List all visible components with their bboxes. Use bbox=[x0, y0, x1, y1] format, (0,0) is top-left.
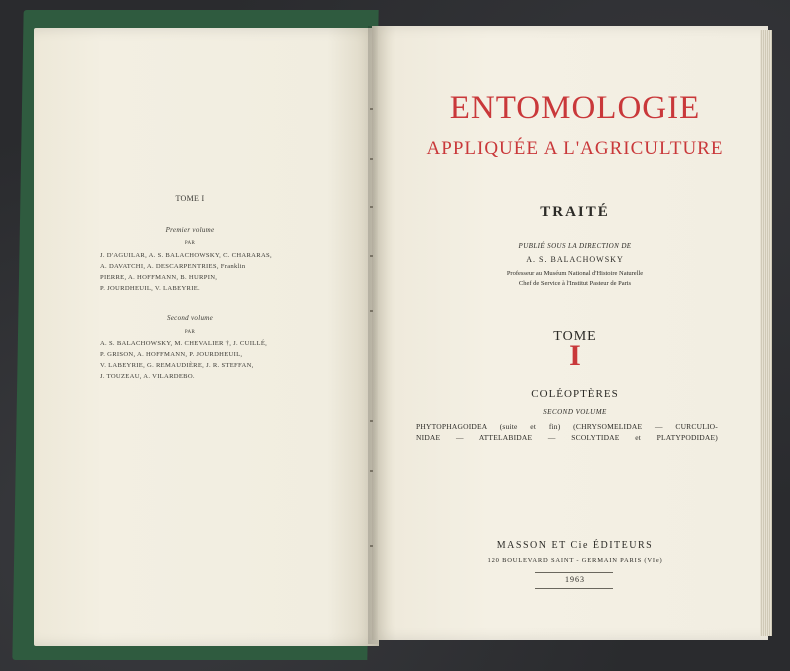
binding-stitch bbox=[370, 470, 373, 472]
author-line: V. LABEYRIE, G. REMAUDIÈRE, J. R. STEFFAN, bbox=[100, 362, 254, 369]
binding-stitch bbox=[370, 310, 373, 312]
binding-stitch bbox=[370, 545, 373, 547]
book-gutter bbox=[368, 26, 378, 644]
divider-rule bbox=[535, 572, 613, 573]
tome-label: TOME bbox=[553, 329, 597, 344]
volume-two-par: PAR bbox=[184, 330, 196, 335]
book-subtitle: APPLIQUÉE A L'AGRICULTURE bbox=[426, 138, 724, 159]
binding-stitch bbox=[370, 255, 373, 257]
affiliation-line: Chef de Service à l'Institut Pasteur de Paris bbox=[518, 280, 632, 287]
binding-stitch bbox=[370, 158, 373, 160]
publisher-name: MASSON ET Cie ÉDITEURS bbox=[496, 540, 654, 551]
volume-one-heading: Premier volume bbox=[165, 226, 215, 234]
author-line: PIERRE, A. HOFFMANN, B. HURPIN, bbox=[100, 274, 218, 281]
author-line: J. TOUZEAU, A. VILARDEBO. bbox=[100, 373, 195, 380]
volume-two-authors bbox=[100, 338, 285, 382]
book-title: ENTOMOLOGIE bbox=[449, 90, 701, 126]
traite-heading: TRAITÉ bbox=[540, 204, 610, 220]
publie-line: PUBLIÉ SOUS LA DIRECTION DE bbox=[518, 242, 632, 250]
left-tome-heading: TOME I bbox=[175, 194, 205, 203]
binding-stitch bbox=[370, 206, 373, 208]
author-line: A. S. BALACHOWSKY, M. CHEVALIER †, J. CUILLÉ, bbox=[100, 340, 268, 347]
contents-line: NIDAE — ATTELABIDAE — SCOLYTIDAE et PLATYPODIDAE) bbox=[416, 433, 718, 442]
contents-description bbox=[416, 421, 718, 443]
contents-line: PHYTOPHAGOIDEA (suite et fin) (CHRYSOMELIDAE — CURCULIO- bbox=[416, 422, 718, 431]
publisher-address: 120 BOULEVARD SAINT - GERMAIN PARIS (VIe) bbox=[487, 557, 663, 564]
divider-rule bbox=[535, 588, 613, 589]
volume-two-heading: Second volume bbox=[166, 314, 214, 322]
binding-stitch bbox=[370, 108, 373, 110]
volume-one-par: PAR bbox=[184, 241, 196, 246]
publication-year: 1963 bbox=[565, 575, 585, 584]
volume-one-authors bbox=[100, 250, 285, 294]
tome-number: I bbox=[569, 339, 581, 372]
binding-stitch bbox=[370, 420, 373, 422]
author-line: P. JOURDHEUIL, V. LABEYRIE. bbox=[100, 285, 200, 292]
affiliation-line: Professeur au Muséum National d'Histoire Naturelle bbox=[506, 270, 644, 277]
section-heading: COLÉOPTÈRES bbox=[531, 388, 619, 400]
second-volume-label: SECOND VOLUME bbox=[543, 408, 607, 416]
author-line: J. D'AGUILAR, A. S. BALACHOWSKY, C. CHARARAS, bbox=[100, 252, 272, 259]
director-name: A. S. BALACHOWSKY bbox=[526, 255, 624, 264]
author-line: P. GRISON, A. HOFFMANN, P. JOURDHEUIL, bbox=[100, 351, 243, 358]
author-line: A. DAVATCHI, A. DESCARPENTRIES, Franklin bbox=[100, 263, 246, 270]
